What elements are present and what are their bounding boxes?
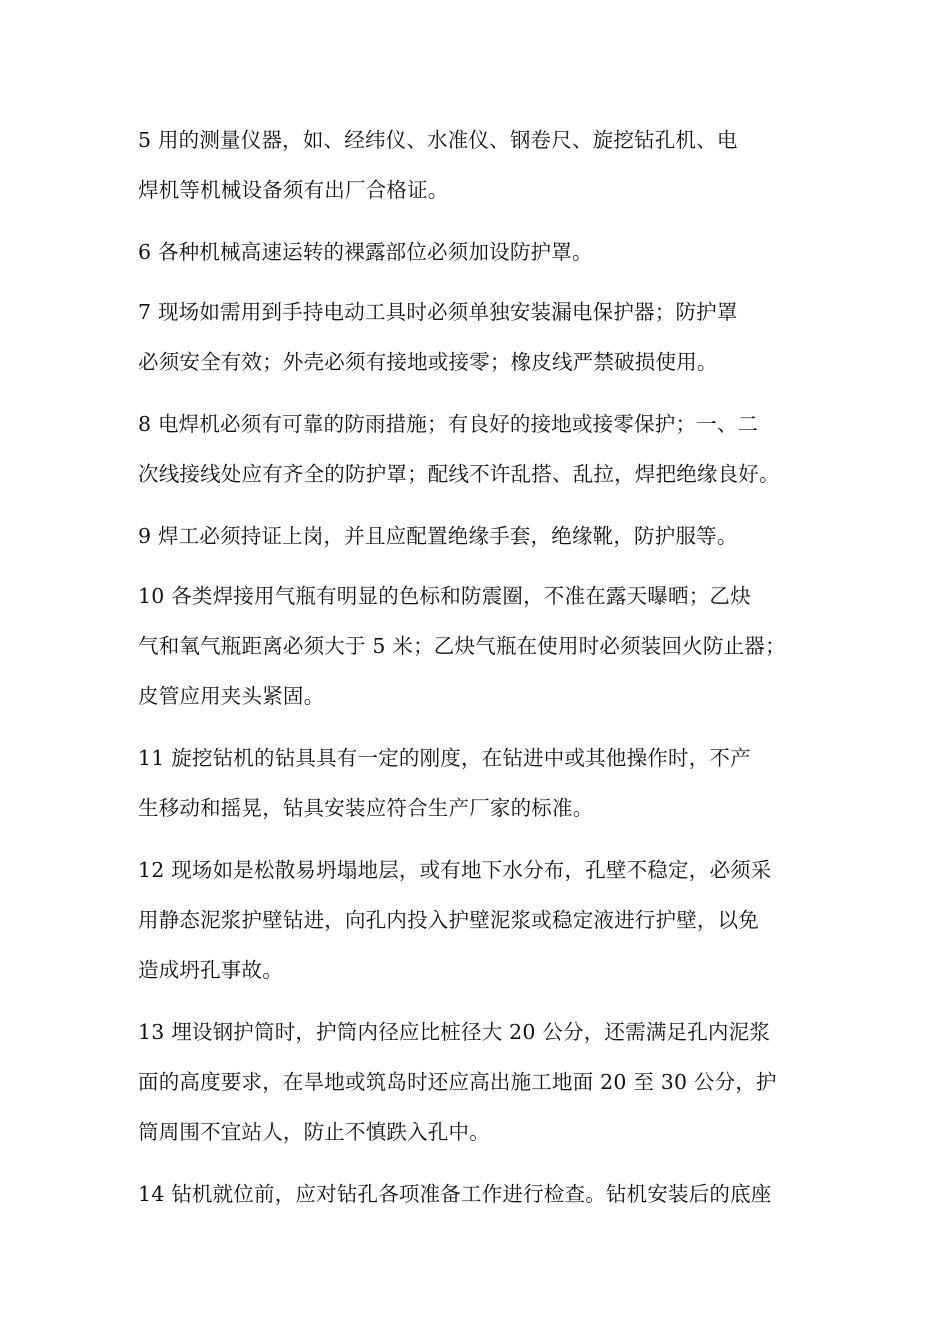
paragraph-line: 9 焊工必须持证上岗，并且应配置绝缘手套，绝缘靴，防护服等。 [138, 524, 738, 548]
paragraph-line: 6 各种机械高速运转的裸露部位必须加设防护罩。 [138, 240, 593, 264]
paragraph-line: 8 电焊机必须有可靠的防雨措施；有良好的接地或接零保护；一、二 [138, 412, 759, 436]
paragraph-line: 次线接线处应有齐全的防护罩；配线不许乱搭、乱拉，焊把绝缘良好。 [138, 462, 780, 486]
paragraph-line: 12 现场如是松散易坍塌地层，或有地下水分布，孔壁不稳定，必须采 [138, 858, 772, 882]
paragraph-line: 7 现场如需用到手持电动工具时必须单独安装漏电保护器；防护罩 [138, 300, 738, 324]
paragraph-line: 气和氧气瓶距离必须大于 5 米；乙炔气瓶在使用时必须装回火防止器； [138, 634, 786, 658]
paragraph-line: 14 钻机就位前，应对钻孔各项准备工作进行检查。钻机安装后的底座 [138, 1182, 772, 1206]
paragraph-line: 造成坍孔事故。 [138, 958, 283, 982]
paragraph-line: 生移动和摇晃，钻具安装应符合生产厂家的标准。 [138, 796, 594, 820]
paragraph-line: 13 埋设钢护筒时，护筒内径应比桩径大 20 公分，还需满足孔内泥浆 [138, 1020, 771, 1044]
paragraph-line: 面的高度要求，在旱地或筑岛时还应高出施工地面 20 至 30 公分，护 [138, 1070, 777, 1094]
paragraph-line: 10 各类焊接用气瓶有明显的色标和防震圈，不准在露天曝晒；乙炔 [138, 584, 751, 608]
paragraph-line: 5 用的测量仪器，如、经纬仪、水准仪、钢卷尺、旋挖钻孔机、电 [138, 128, 738, 152]
paragraph-line: 皮管应用夹头紧固。 [138, 684, 325, 708]
paragraph-line: 11 旋挖钻机的钻具具有一定的刚度，在钻进中或其他操作时，不产 [138, 746, 751, 770]
paragraph-line: 焊机等机械设备须有出厂合格证。 [138, 178, 449, 202]
paragraph-line: 必须安全有效；外壳必须有接地或接零；橡皮线严禁破损使用。 [138, 350, 718, 374]
paragraph-line: 用静态泥浆护壁钻进，向孔内投入护壁泥浆或稳定液进行护壁，以免 [138, 908, 759, 932]
paragraph-line: 筒周围不宜站人，防止不慎跌入孔中。 [138, 1120, 490, 1144]
